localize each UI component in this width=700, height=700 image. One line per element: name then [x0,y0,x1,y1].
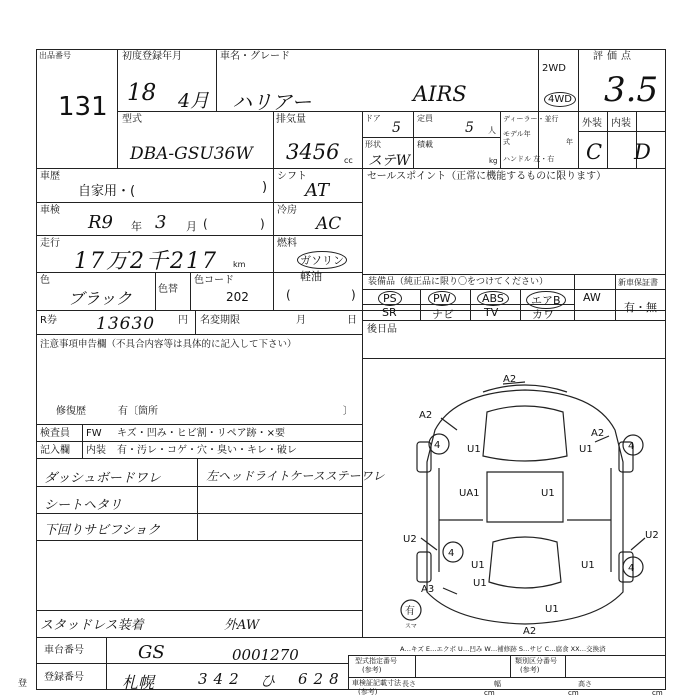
length-unit: cm [484,689,495,697]
notes-label: 注意事項申告欄（不具合内容等は具体的に記入して下さい） [40,339,297,350]
inspection-era: R9 [88,212,114,233]
interior-grade: D [634,140,651,164]
diagram-mark-roof-u1: U1 [541,488,555,499]
repair-history-value: 有〔箇所 [118,406,158,417]
door-value: 5 [392,120,401,136]
history-value: 自家用・( [78,184,136,199]
exterior-grade: C [586,140,603,164]
sales-point-label: セールスポイント（正常に機能するものに限ります） [367,171,607,182]
dealer-label: ディーラー・並行 [503,115,559,123]
model-year-unit: 年 [566,138,573,146]
cert-dimension-label: 車検証記載寸法 [352,679,401,687]
handle-label: ハンドル 左・右 [503,155,555,163]
diagram-mark-rear-u1-left: U1 [473,578,487,589]
type-label: 型式 [122,114,142,125]
diagram-mark-lr-u1: U1 [471,560,485,571]
interior-label: 内装 [611,118,631,129]
registration-side-label: 登 [18,679,28,689]
model-name-label: 車名・グレード [220,51,290,62]
remark-aw: 外AW [224,618,260,633]
equip-aw: AW [583,291,601,304]
height-label: 高さ [578,680,592,688]
repair-history-label: 修復歴 [56,406,86,417]
diagram-legend: A…キズ E…エクボ U…凹み W…補修跡 S…サビ C…腐食 XX…交換済 [400,645,606,653]
model-year-label: モデル年式 [503,130,531,146]
displacement-unit: cc [344,156,353,165]
repair-history-close: 〕 [343,406,353,417]
equipment-label: 装備品（純正品に限り〇をつけてください） [368,277,549,287]
recycle-label: R券 [40,315,57,326]
class-division-sub: (参考) [520,666,540,674]
equip-ps: PS [378,291,402,306]
first-registration-year: 18 [127,80,157,106]
expiry-day-unit: 日 [347,315,357,326]
entry-value: 内装 [86,445,106,456]
diagram-spare-yes: 有 [405,606,415,617]
diagram-mark-right-u2: U2 [645,530,659,541]
color-code-value: 202 [226,290,249,304]
width-label: 幅 [494,680,501,688]
fuel-gasoline: ガソリン [297,251,347,269]
chassis-number: 0001270 [232,646,299,664]
remark-underbody: 下回りサビフショク [44,523,161,538]
remark-headlight: 左ヘッドライトケースステーワレ [206,469,385,483]
equip-leather: カワ [532,308,554,321]
ac-value: AC [316,214,342,234]
diagram-mark-rf-u1: U1 [579,444,593,455]
equip-sr: SR [382,306,397,319]
diagram-mark-rear-a3: A3 [421,584,435,595]
mileage-value: 17万2千217 [74,249,218,274]
cert-dimension-sub: (参考) [358,688,378,696]
color-value: ブラック [68,289,132,308]
capacity-label: 定員 [417,114,433,123]
inspection-month-unit: 月 [186,220,197,233]
diagram-mark-lf-4: 4 [434,440,441,451]
fuel-label: 燃料 [277,238,297,249]
shift-label: シフト [277,171,307,182]
first-registration-month: 4月 [178,90,210,112]
registration-kana: ひ [260,672,276,690]
recycle-unit: 円 [178,315,188,326]
recycle-value: 13630 [96,314,156,334]
diagram-mark-left-u2: U2 [403,534,417,545]
model-grade: AIRS [413,82,467,106]
lot-number: 131 [58,92,108,122]
diagram-mark-right-a2: A2 [591,428,605,439]
diagram-mark-rear-u1: U1 [545,604,559,615]
inspector-items: キズ・凹み・ヒビ割・リペア跡・×要 [117,428,285,439]
registration-city: 札幌 [122,673,155,692]
diagram-spare-label: スマ [405,623,417,630]
registration-label: 登録番号 [44,672,84,683]
diagram-mark-rf-4: 4 [628,441,635,452]
first-registration-label: 初度登録年月 [122,51,182,62]
shape-label: 形状 [365,140,381,149]
designation-label: 型式指定番号 [355,657,397,665]
displacement-value: 3456 [286,140,340,164]
history-close: ) [262,180,268,195]
diagram-mark-lf-u1: U1 [467,444,481,455]
entry-label: 記入欄 [40,445,70,456]
expiry-month-unit: 月 [296,315,306,326]
mileage-label: 走行 [40,238,60,249]
shift-value: AT [305,180,330,201]
inspection-month: 3 [155,212,167,233]
displacement-label: 排気量 [276,114,306,125]
diagram-mark-lr-4: 4 [448,548,455,559]
drive-4wd: 4WD [544,92,576,107]
drive-2wd: 2WD [542,63,566,74]
car-damage-diagram [395,372,675,634]
inspection-close-paren: ) [260,217,265,231]
height-unit: cm [652,689,663,697]
color-paren-open: ( [286,288,291,302]
capacity-unit: 人 [488,126,496,135]
exterior-label: 外装 [582,118,602,129]
load-unit: kg [489,157,498,165]
equip-navi: ナビ [432,308,454,321]
designation-sub: (参考) [362,666,382,674]
history-label: 車歴 [40,171,60,182]
width-unit: cm [568,689,579,697]
equip-pw: PW [428,291,456,306]
equip-airbag: エアB [526,291,566,309]
color-change-label: 色替 [158,284,178,295]
capacity-value: 5 [465,120,474,136]
ac-label: 冷房 [277,205,297,216]
diagram-mark-left-a2: A2 [419,410,433,421]
chassis-prefix: GS [138,642,165,663]
remark-seat: シートヘタリ [44,498,123,513]
fuel-diesel: 軽油 [300,270,322,283]
warranty-label: 新車保証書 [618,278,658,287]
warranty-value: 有・無 [624,301,657,314]
class-division-label: 類別区分番号 [515,657,557,665]
remark-dashboard: ダッシュボードワレ [44,471,161,486]
inspection-open-paren: ( [203,217,208,231]
inspection-label: 車検 [40,205,60,216]
diagram-mark-left-ua1: UA1 [459,488,480,499]
diagram-mark-front-a2: A2 [503,374,517,385]
registration-number: 628 [298,670,345,688]
registration-class-number: 342 [198,670,245,688]
equip-abs: ABS [477,291,509,306]
length-label: 長さ [402,680,416,688]
inspection-year-unit: 年 [131,220,142,233]
mileage-unit: km [233,260,246,269]
lot-number-label: 出品番号 [39,51,71,60]
remark-studless: スタッドレス装着 [40,618,144,633]
chassis-label: 車台番号 [44,645,84,656]
score-label: 評価点 [593,51,635,62]
score-value: 3.5 [604,70,659,110]
color-label: 色 [40,275,50,286]
diagram-mark-rear-a2: A2 [523,626,537,634]
entry-items: 有・汚レ・コゲ・穴・臭い・キレ・破レ [117,445,297,456]
diagram-mark-rr-4: 4 [628,563,635,574]
color-code-label: 色コード [194,275,234,286]
model-name: ハリアー [232,90,312,114]
diagram-mark-rear-u1-right: U1 [581,560,595,571]
door-label: ドア [365,114,381,123]
inspector-label: 検査員 [40,428,70,439]
inspector-value: FW [86,428,102,439]
type-value: DBA-GSU36W [130,144,253,164]
shape-value: ステW [368,153,411,169]
color-paren-close: ) [351,288,356,302]
name-change-expiry-label: 名変期限 [200,315,240,326]
load-label: 積載 [417,140,433,149]
equip-tv: TV [484,306,499,319]
later-date-label: 後日品 [367,324,397,335]
